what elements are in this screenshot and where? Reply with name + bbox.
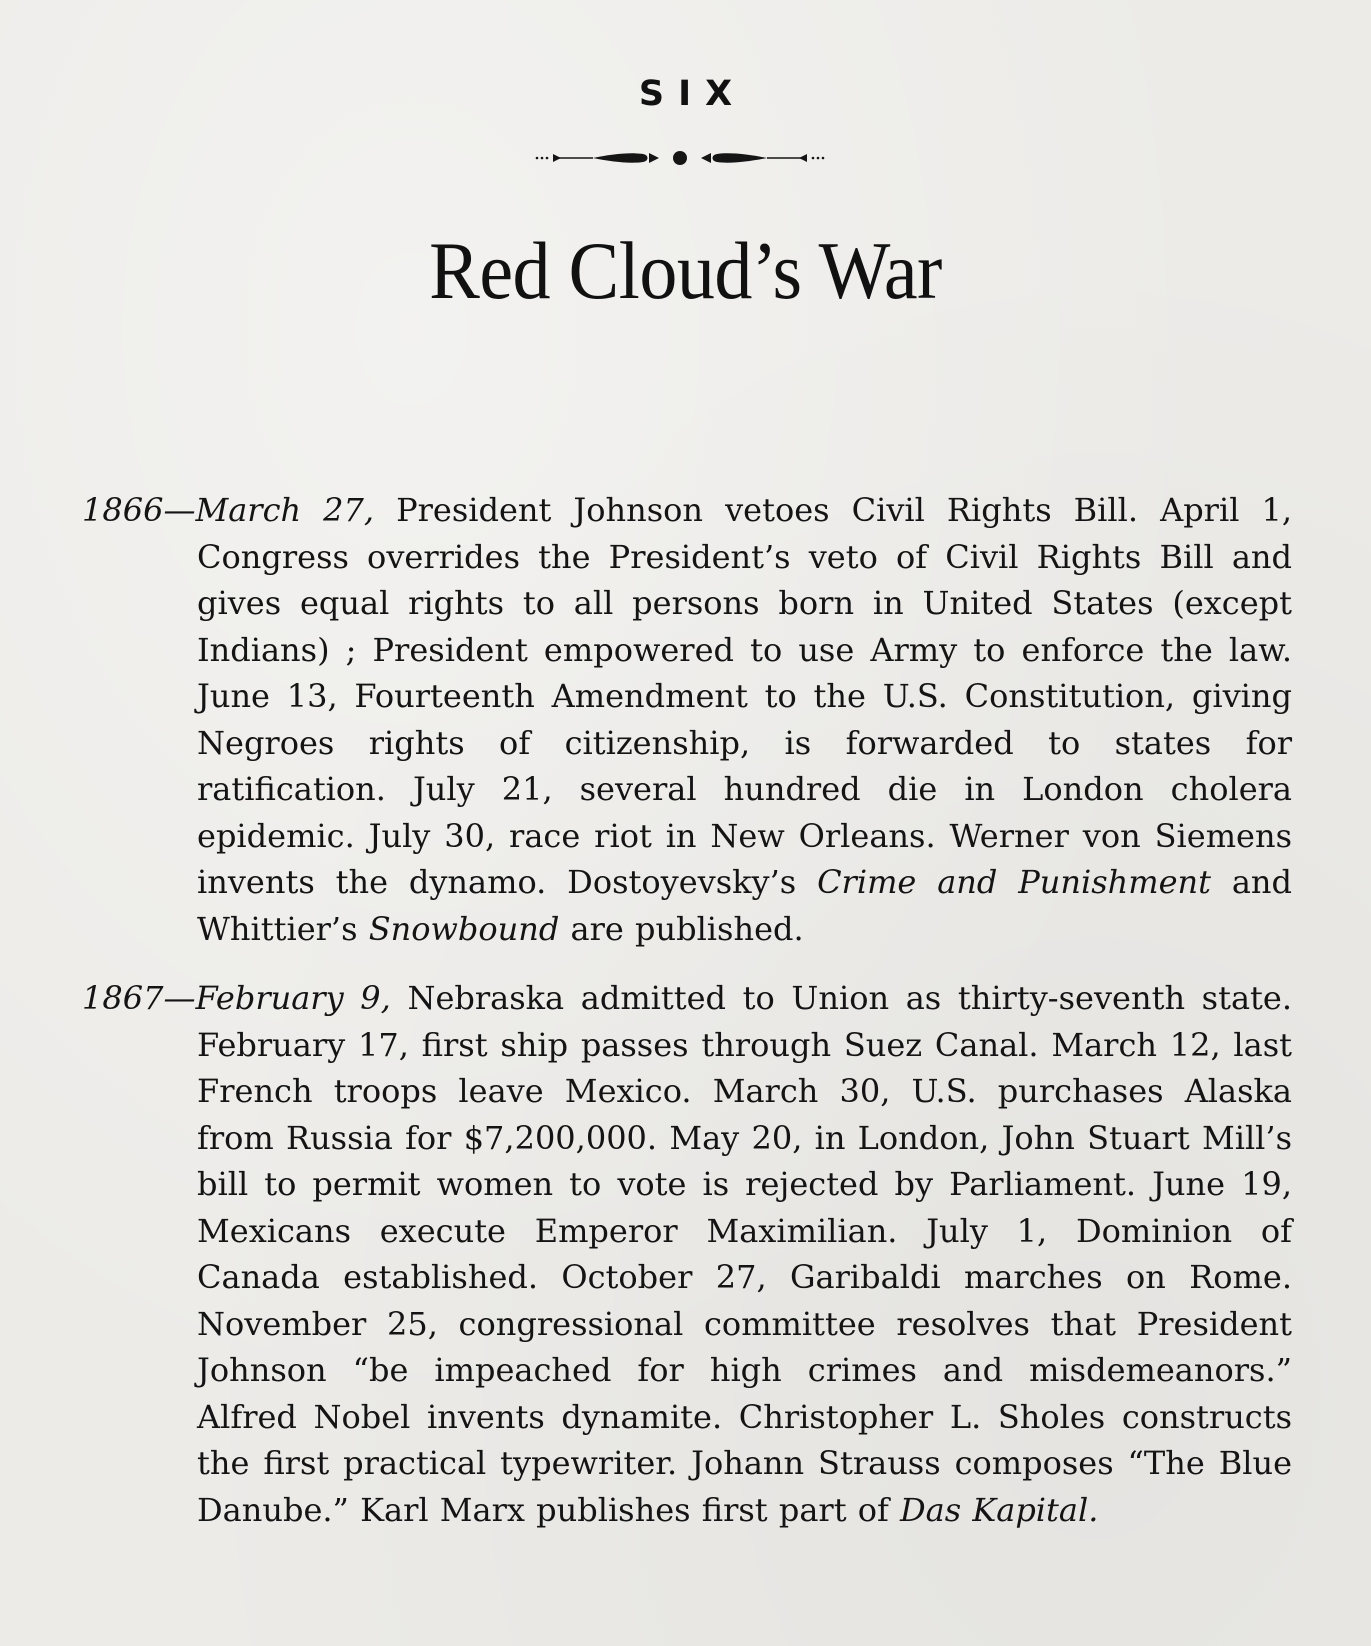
entry-text: President Johnson vetoes Civil Rights Bill. April 1, Congress overrides the President’s veto of Civil Rights Bill and gives equal rights to all persons born in United States (except Indians) ; President empowered to use Army to enforce the law. June 13, Fourteenth Amendment to the U.S. Constitution, giving Negroes rights of citizenship, is forwarded to states for ratification. July 21, several hundred die in London cholera epidemic. July 30, race riot in New Orleans. Werner von Siemens invents the dynamo. Dostoyevsky’s (197, 491, 1293, 901)
chapter-title: Red Cloud’s War (429, 225, 942, 317)
entry-date-lead: 1866—March 27, (82, 491, 375, 529)
entry-text: are published. (559, 909, 804, 948)
italic-title-text: Crime and Punishment (817, 863, 1211, 901)
entry-text: and Whittier’s (197, 863, 1293, 948)
chronology-entry-1867 (82, 975, 1292, 1533)
chronology-entry-1866 (82, 487, 1292, 952)
chapter-number: SIX (638, 74, 747, 114)
entry-date-lead: 1867—February 9, (82, 979, 391, 1017)
decorative-rule-ornament (535, 148, 825, 168)
entry-text: Nebraska admitted to Union as thirty-seventh state. February 17, first ship passes through Suez Canal. March 12, last French troops leave Mexico. March 30, U.S. purchases Alaska from Russia for $7,200,000. May 20, in London, John Stuart Mill’s bill to permit women to vote is rejected by Parliament. June 19, Mexicans execute Emperor Maximilian. July 1, Dominion of Canada established. October 27, Garibaldi marches on Rome. November 25, congressional committee resolves that President Johnson “be impeached for high crimes and misdemeanors.” Alfred Nobel invents dynamite. Christopher L. Sholes constructs the first practical typewriter. Johann Strauss composes “The Blue Danube.” Karl Marx publishes first part of (197, 979, 1293, 1529)
italic-title-text: Das Kapital. (900, 1490, 1099, 1529)
italic-title-text: Snowbound (368, 909, 560, 948)
